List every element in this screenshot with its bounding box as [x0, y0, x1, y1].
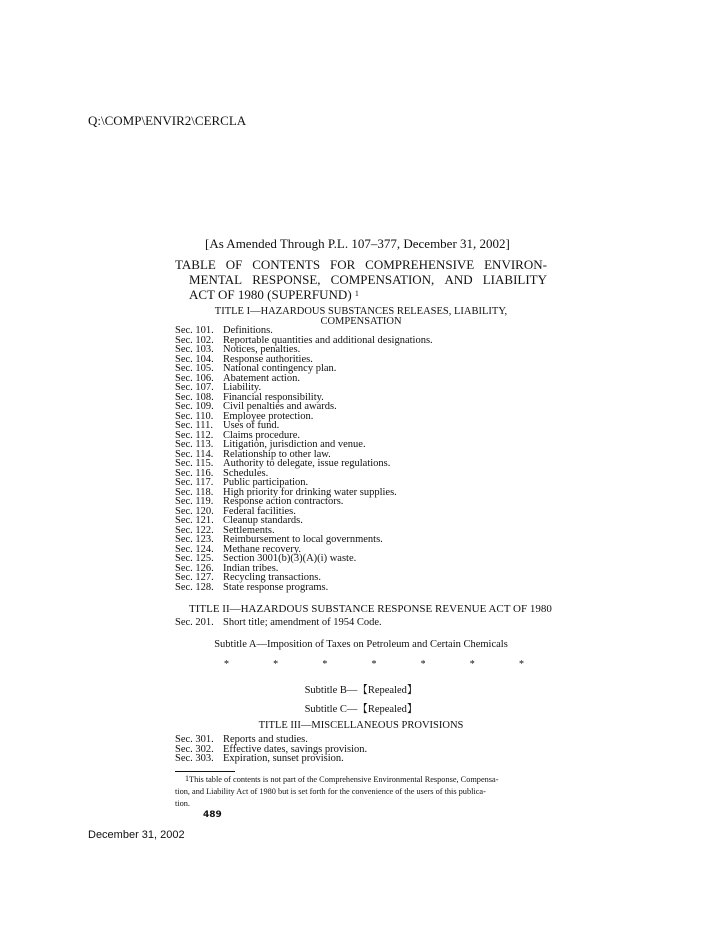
- section-number: Sec. 102.: [175, 334, 214, 346]
- section-number: Sec. 125.: [175, 553, 214, 564]
- omission-stars: [224, 659, 524, 670]
- footnote-line-1: [175, 774, 547, 786]
- section-number: Sec. 121.: [175, 515, 214, 526]
- section-title: Effective dates, savings provision.: [223, 743, 368, 755]
- omission-star: *: [469, 659, 475, 670]
- section-title: Uses of fund.: [223, 420, 280, 431]
- section-number: Sec. 112.: [175, 429, 214, 441]
- section-title: Abatement action.: [223, 372, 300, 384]
- section-title: Section 3001(b)(3)(A)(i) waste.: [223, 553, 357, 564]
- section-number: Sec. 105.: [175, 363, 214, 374]
- section-title: Definitions.: [223, 325, 273, 336]
- section-title: Reports and studies.: [223, 734, 308, 745]
- footnote-line-1-text: This table of contents is not part of the Comprehensive Environmental Response, Compensa-: [189, 775, 499, 784]
- toc-title-line-1: [175, 257, 547, 272]
- table-of-contents-title: [175, 257, 547, 302]
- section-number: Sec. 301.: [175, 734, 214, 745]
- omission-star: *: [371, 659, 377, 670]
- toc-section-row: [175, 459, 433, 469]
- section-title: Short title; amendment of 1954 Code.: [223, 617, 382, 628]
- section-title: Response action contractors.: [223, 496, 344, 507]
- section-title: Expiration, sunset provision.: [223, 753, 344, 764]
- title-3-heading: TITLE III—MISCELLANEOUS PROVISIONS: [258, 720, 464, 731]
- footer-date: December 31, 2002: [88, 829, 185, 841]
- section-number: Sec. 106.: [175, 372, 214, 384]
- toc-title-line-3-text: ACT OF 1980 (SUPERFUND): [189, 287, 352, 302]
- section-number: Sec. 128.: [175, 581, 214, 593]
- footnote-line-2: tion, and Liability Act of 1980 but is set forth for the convenience of the users of this publica-: [175, 787, 486, 796]
- toc-title-line-2-word: AND: [444, 272, 473, 287]
- section-title: Litigation, jurisdiction and venue.: [223, 439, 366, 450]
- section-number: Sec. 115.: [175, 458, 214, 469]
- section-title: Public participation.: [223, 477, 309, 488]
- section-title: Reportable quantities and additional designations.: [223, 334, 433, 346]
- section-number: Sec. 118.: [175, 486, 214, 498]
- section-title: Claims procedure.: [223, 429, 300, 441]
- toc-section-row: [175, 421, 433, 431]
- section-title: Financial responsibility.: [223, 391, 324, 403]
- section-number: Sec. 103.: [175, 344, 214, 355]
- subtitle-a-heading: Subtitle A—Imposition of Taxes on Petroleum and Certain Chemicals: [214, 639, 508, 650]
- section-title: State response programs.: [223, 581, 329, 593]
- toc-title-line-2-word: COMPENSATION,: [330, 272, 435, 287]
- toc-section-row: [175, 618, 382, 628]
- section-number: Sec. 122.: [175, 524, 214, 536]
- omission-star: *: [224, 659, 229, 670]
- toc-title-line-2-word: MENTAL: [189, 272, 243, 287]
- title-1-heading-line-1: TITLE I—HAZARDOUS SUBSTANCES RELEASES, LIABILITY,: [214, 306, 508, 317]
- file-path-header: Q:\COMP\ENVIR2\CERCLA: [88, 113, 247, 128]
- section-title: Relationship to other law.: [223, 448, 331, 460]
- footnote-mark: 1: [185, 774, 189, 783]
- section-title: Civil penalties and awards.: [223, 401, 337, 412]
- section-number: Sec. 104.: [175, 353, 214, 365]
- section-number: Sec. 101.: [175, 325, 214, 336]
- toc-title-line-1-word: TABLE: [175, 257, 216, 272]
- section-title: Response authorities.: [223, 353, 313, 365]
- toc-title-line-2-word: LIABILITY: [482, 272, 547, 287]
- toc-title-line-1-word: OF: [225, 257, 243, 272]
- subtitle-c-heading: Subtitle C—【Repealed】: [304, 704, 418, 715]
- toc-title-line-1-word: CONTENTS: [252, 257, 321, 272]
- section-title: Reimbursement to local governments.: [223, 534, 383, 545]
- section-number: Sec. 111.: [175, 420, 214, 431]
- section-title: Schedules.: [223, 467, 269, 479]
- section-number: Sec. 108.: [175, 391, 214, 403]
- subtitle-b-heading: Subtitle B—【Repealed】: [304, 685, 418, 696]
- section-title: Indian tribes.: [223, 562, 279, 574]
- section-title: Methane recovery.: [223, 543, 302, 555]
- footnote-divider: [175, 771, 235, 772]
- section-title: National contingency plan.: [223, 363, 337, 374]
- section-number: Sec. 302.: [175, 743, 214, 755]
- section-title: Liability.: [223, 382, 262, 393]
- section-number: Sec. 120.: [175, 505, 214, 517]
- section-number: Sec. 116.: [175, 467, 214, 479]
- footnote-reference: 1: [354, 289, 359, 298]
- section-title: Settlements.: [223, 524, 275, 536]
- title-1-heading-line-2: COMPENSATION: [320, 316, 402, 327]
- title-2-heading: TITLE II—HAZARDOUS SUBSTANCE RESPONSE REVENUE ACT OF 1980: [189, 603, 552, 615]
- toc-title-line-1-word: FOR: [329, 257, 356, 272]
- section-number: Sec. 124.: [175, 543, 214, 555]
- footnote-line-3: tion.: [175, 799, 190, 808]
- title-1-section-list: [175, 326, 433, 592]
- section-title: Employee protection.: [223, 410, 314, 422]
- section-title: Cleanup standards.: [223, 515, 303, 526]
- toc-section-row: [175, 754, 367, 764]
- section-title: Authority to delegate, issue regulations.: [223, 458, 391, 469]
- section-number: Sec. 107.: [175, 382, 214, 393]
- footnote: [175, 774, 547, 810]
- section-title: Federal facilities.: [223, 505, 296, 517]
- section-number: Sec. 119.: [175, 496, 214, 507]
- toc-title-line-1-word: COMPREHENSIVE: [365, 257, 475, 272]
- section-number: Sec. 126.: [175, 562, 214, 574]
- section-number: Sec. 303.: [175, 753, 214, 764]
- omission-star: *: [322, 659, 328, 670]
- section-number: Sec. 114.: [175, 448, 214, 460]
- amended-through-line: [As Amended Through P.L. 107–377, December 31, 2002]: [205, 236, 510, 251]
- toc-title-line-2-word: RESPONSE,: [252, 272, 321, 287]
- section-number: Sec. 110.: [175, 410, 214, 422]
- omission-star: *: [273, 659, 279, 670]
- section-title: Notices, penalties.: [223, 344, 301, 355]
- toc-section-row: [175, 583, 433, 593]
- section-number: Sec. 113.: [175, 439, 214, 450]
- section-number: Sec. 117.: [175, 477, 214, 488]
- section-number: Sec. 109.: [175, 401, 214, 412]
- section-number: Sec. 201.: [175, 617, 214, 628]
- section-number: Sec. 123.: [175, 534, 214, 545]
- toc-section-row: [175, 412, 433, 422]
- title-2-section-list: [175, 618, 382, 628]
- page-number: 489: [203, 810, 222, 820]
- toc-title-line-2: [175, 272, 547, 287]
- section-number: Sec. 127.: [175, 572, 214, 583]
- omission-star: *: [518, 659, 524, 670]
- toc-title-line-3: [175, 287, 547, 302]
- toc-title-line-1-word: ENVIRON-: [484, 257, 547, 272]
- section-title: Recycling transactions.: [223, 572, 321, 583]
- title-3-section-list: [175, 735, 367, 764]
- section-title: High priority for drinking water supplies.: [223, 486, 397, 498]
- omission-star: *: [420, 659, 426, 670]
